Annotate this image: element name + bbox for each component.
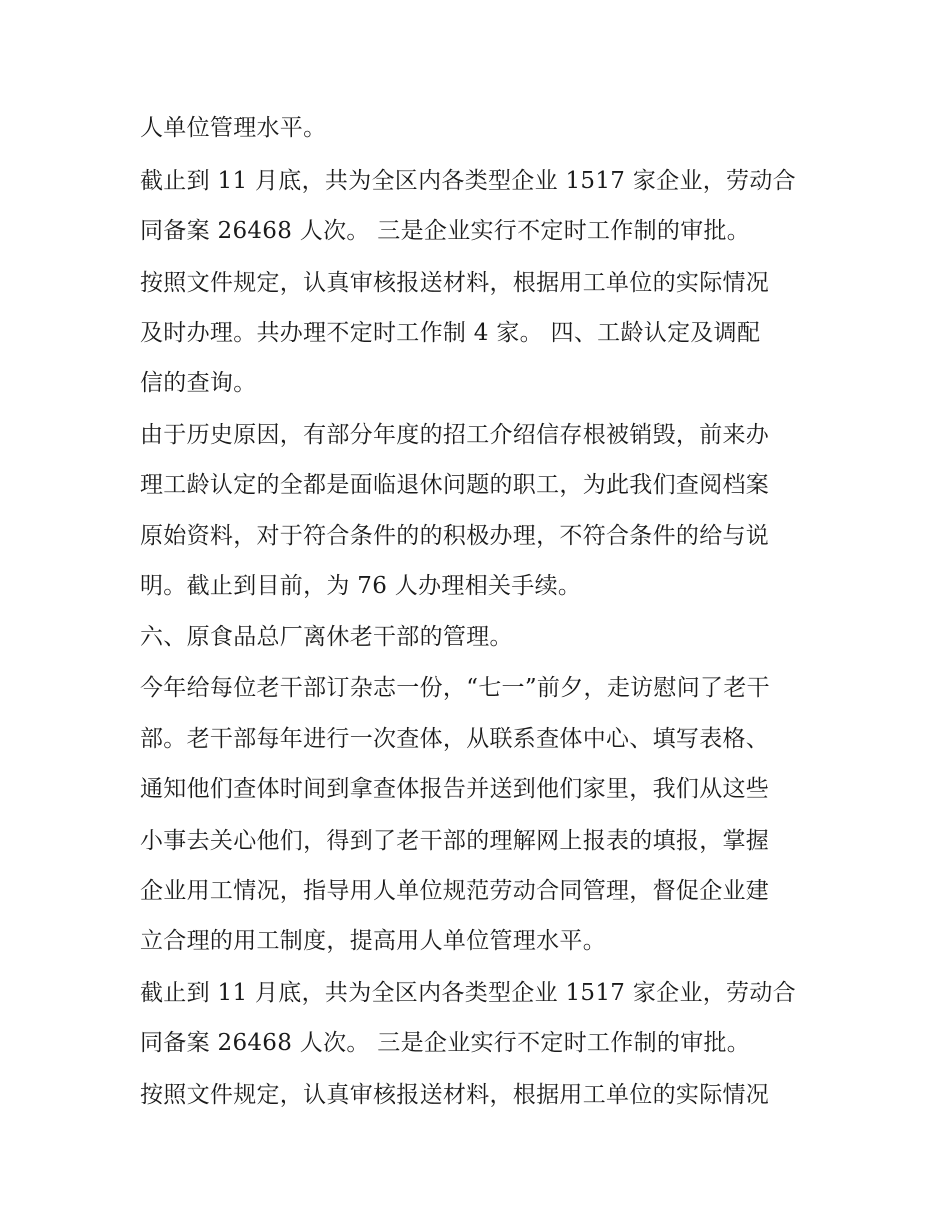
text-line: 明。截止到目前，为 76 人办理相关手续。 — [140, 573, 582, 599]
text-line: 原始资料，对于符合条件的的积极办理，不符合条件的给与说 — [140, 523, 770, 549]
text-line: 信的查询。 — [140, 370, 257, 396]
text-line: 截止到 11 月底，共为全区内各类型企业 1517 家企业，劳动合 — [140, 168, 796, 194]
text-line: 按照文件规定，认真审核报送材料，根据用工单位的实际情况 — [140, 1082, 770, 1108]
text-line: 通知他们查体时间到拿查体报告并送到他们家里，我们从这些 — [140, 776, 770, 802]
text-line: 今年给每位老干部订杂志一份，“七一”前夕，走访慰问了老干 — [140, 675, 770, 701]
text-line: 小事去关心他们，得到了老干部的理解网上报表的填报，掌握 — [140, 828, 770, 854]
text-line: 理工龄认定的全都是面临退休问题的职工，为此我们查阅档案 — [140, 472, 770, 498]
text-line: 部。老干部每年进行一次查体，从联系查体中心、填写表格、 — [140, 726, 770, 752]
text-line: 企业用工情况，指导用人单位规范劳动合同管理，督促企业建 — [140, 878, 770, 904]
text-line: 人单位管理水平。 — [140, 115, 327, 141]
text-line: 同备案 26468 人次。 三是企业实行不定时工作制的审批。 — [140, 218, 751, 244]
text-line: 同备案 26468 人次。 三是企业实行不定时工作制的审批。 — [140, 1030, 751, 1056]
text-line: 截止到 11 月底，共为全区内各类型企业 1517 家企业，劳动合 — [140, 980, 796, 1006]
text-line: 由于历史原因，有部分年度的招工介绍信存根被销毁，前来办 — [140, 422, 770, 448]
text-line: 按照文件规定，认真审核报送材料，根据用工单位的实际情况 — [140, 270, 770, 296]
text-line: 立合理的用工制度，提高用人单位管理水平。 — [140, 928, 606, 954]
section-heading: 六、原食品总厂离休老干部的管理。 — [140, 624, 513, 650]
text-line: 及时办理。共办理不定时工作制 4 家。 四、工龄认定及调配 — [140, 320, 761, 346]
